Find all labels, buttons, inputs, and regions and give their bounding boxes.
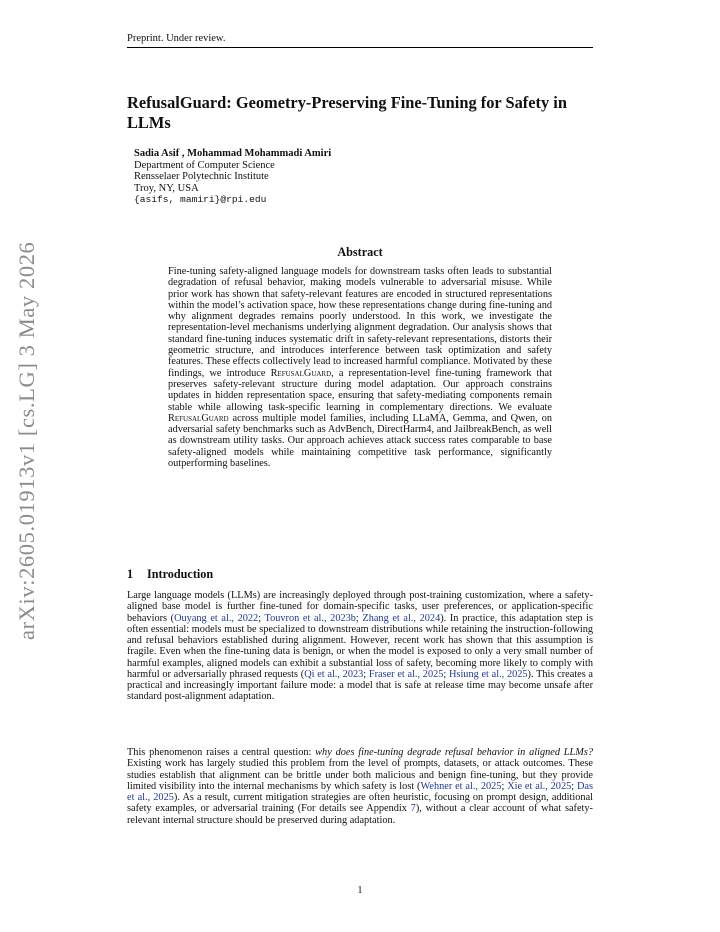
- body-text: Existing work has largely studied this problem from the level of prompts, datasets, or attack outcomes. These studies establish that alignment can be brittle under both malicious and benign fine-tuning, but they provide limited visibility into the internal mechanisms by which safety is lost (: [127, 758, 593, 792]
- section-heading-introduction: [127, 567, 213, 582]
- page-number: 1: [357, 885, 363, 896]
- intro-paragraph-1: [127, 590, 593, 703]
- paper-title: RefusalGuard: Geometry-Preserving Fine-Tuning for Safety in LLMs: [127, 93, 567, 132]
- author-names: Sadia Asif , Mohammad Mohammadi Amiri: [134, 148, 332, 159]
- citation-link[interactable]: Ouyang et al., 2022: [174, 612, 259, 624]
- body-text: ;: [571, 780, 577, 792]
- citation-link[interactable]: Hsiung et al., 2025: [449, 668, 528, 680]
- method-name: RefusalGuard: [168, 412, 229, 424]
- abstract-body: [168, 266, 552, 469]
- citation-link[interactable]: Das et al., 2025: [127, 780, 594, 803]
- abstract-heading: Abstract: [337, 245, 383, 259]
- body-text: ;: [355, 612, 363, 624]
- author-institution: Rensselaer Polytechnic Institute: [134, 171, 269, 183]
- appendix-link[interactable]: 7: [410, 803, 416, 815]
- section-number: 1: [127, 567, 134, 581]
- body-text: ). This creates a practical and increasingly important failure mode: a model that is safe at release time may become unsafe after standard post-alignment adaptation.: [127, 668, 594, 703]
- body-text: ). In practice, this adaptation step is often essential: models must be specialized to downstream distributions while retaining the instruction-following and refusal behaviors established during alignment. However, recent work has shown that this assumption is fragile. Even when the fine-tuning data is benign, or when the model is exposed to only a very small number of harmful examples, aligned models can exhibit a substantial loss of safety, becoming more likely to comply with harmful or adversarially phrased requests (: [127, 612, 593, 680]
- body-text: ), without a clear account of what safety-relevant internal structure should be preserved during adaptation.: [127, 803, 593, 826]
- abstract-text: , a representation-level fine-tuning framework that preserves safety-relevant structure during model adaptation. Our approach constrains updates in hidden representation space, ensuring that safety-mediating components remain stable while allowing task-specific learning in complementary directions. We evaluate: [168, 367, 552, 413]
- citation-link[interactable]: Fraser et al., 2025: [368, 668, 444, 680]
- author-department: Department of Computer Science: [134, 159, 275, 171]
- body-text: Large language models (LLMs) are increasingly deployed through post-training customization, where a safety-aligned base model is further fine-tuned for domain-specific tasks, user preferences, or application-specific behaviors (: [127, 590, 593, 624]
- body-text: ;: [363, 668, 369, 680]
- citation-link[interactable]: Qi et al., 2023: [304, 668, 364, 680]
- author-block: [134, 148, 534, 206]
- section-title: Introduction: [147, 567, 214, 581]
- body-text: ;: [443, 668, 449, 680]
- citation-link[interactable]: Xie et al., 2025: [507, 780, 572, 792]
- body-text: This phenomenon raises a central question:: [127, 747, 316, 758]
- arxiv-stamp: arXiv:2605.01913v1 [cs.LG] 3 May 2026: [14, 241, 39, 640]
- emphasized-question: why does fine-tuning degrade refusal behavior in aligned LLMs?: [315, 747, 593, 758]
- body-text: ;: [258, 612, 265, 624]
- method-name: RefusalGuard: [270, 367, 332, 379]
- citation-link[interactable]: Touvron et al., 2023b: [264, 612, 356, 624]
- running-header: Preprint. Under review.: [127, 33, 593, 48]
- citation-link[interactable]: Zhang et al., 2024: [362, 612, 441, 624]
- author-location: Troy, NY, USA: [134, 182, 199, 194]
- abstract-text: Fine-tuning safety-aligned language models for downstream tasks often leads to substantial degradation of refusal behavior, making models vulnerable to adversarial misuse. While prior work has shown that safety-relevant features are encoded in structured representations within the model’s activation space, how these representations change during fine-tuning and why alignment degrades remains poorly understood. In this work, we investigate the representation-level mechanisms underlying alignment degradation. Our analysis shows that standard fine-tuning induces systematic drift in safety-relevant representations, distorts their geometric structure, and introduces interference between task optimization and safety features. These effects collectively lead to increased harmful compliance. Motivated by these findings, we introduce: [168, 266, 552, 379]
- citation-link[interactable]: Wehner et al., 2025: [420, 780, 502, 792]
- body-text: ). As a result, current mitigation strategies are often heuristic, focusing on prompt design, additional safety examples, or adversarial training (For details see Appendix: [127, 792, 593, 815]
- intro-paragraph-2: [127, 747, 593, 826]
- author-email: {asifs, mamiri}@rpi.edu: [134, 194, 267, 206]
- abstract-text: across multiple model families, including LLaMA, Gemma, and Qwen, on adversarial safety benchmarks such as AdvBench, DirectHarm4, and JailbreakBench, as well as downstream utility tasks. Our approach achieves attack success rates comparable to base safety-aligned models while maintaining competitive task performance, significantly outperforming baselines.: [168, 412, 552, 470]
- body-text: ;: [501, 780, 508, 792]
